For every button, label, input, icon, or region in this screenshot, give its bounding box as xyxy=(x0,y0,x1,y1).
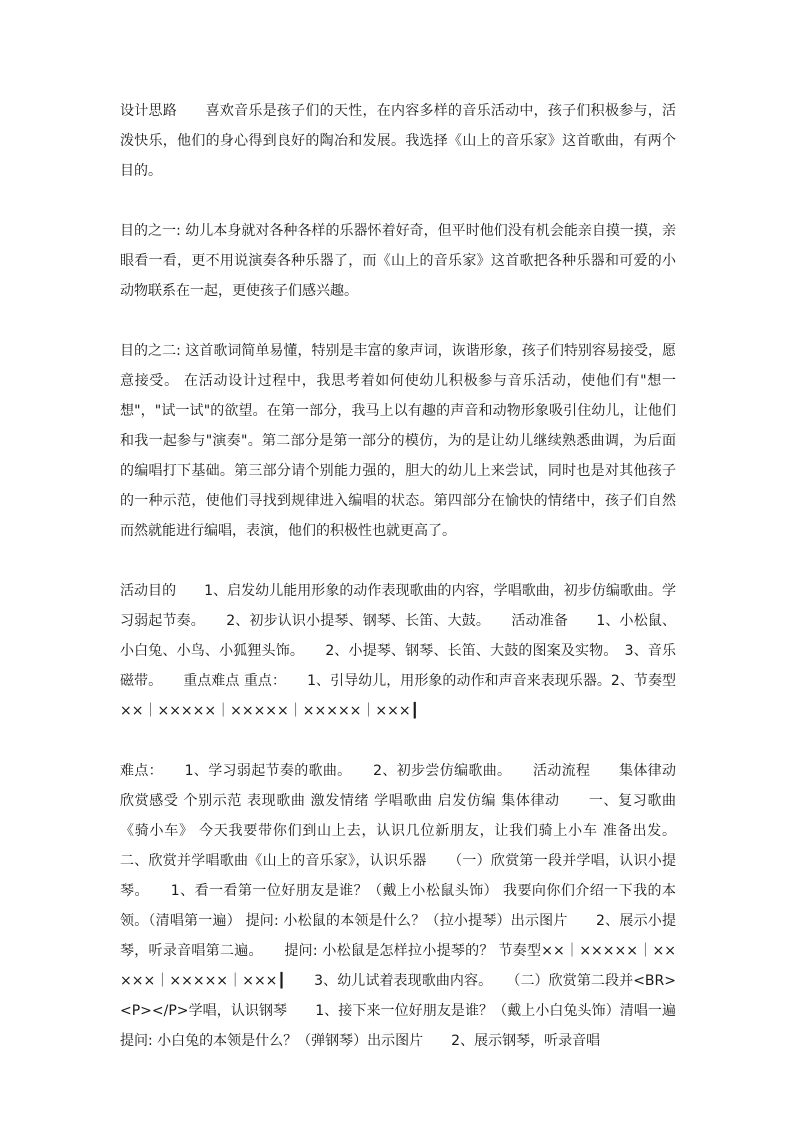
paragraph-design-idea: 设计思路 喜欢音乐是孩子们的天性，在内容多样的音乐活动中，孩子们积极参与，活泼快乐，他们的身心得到良好的陶冶和发展。我选择《山上的音乐家》这首歌曲，有两个目的。 xyxy=(120,103,676,179)
paragraph-gap xyxy=(120,546,676,576)
paragraph-purpose-one: 目的之一: 幼儿本身就对各种各样的乐器怀着好奇，但平时他们没有机会能亲自摸一摸，亲眼看一看，更不用说演奏各种乐器了，而《山上的音乐家》这首歌把各种乐器和可爱的小动物联系在一起，更使孩子们感兴趣。 xyxy=(120,223,676,299)
paragraph-gap xyxy=(120,306,676,336)
paragraph-purpose-two: 目的之二: 这首歌词简单易懂，特别是丰富的象声词，诙谐形象，孩子们特别容易接受，愿意接受。 在活动设计过程中，我思考着如何使幼儿积极参与音乐活动，使他们有"想一想"，"试一试"的欲望。在第一部分，我马上以有趣的声音和动物形象吸引住幼儿，让他们和我一起参与"演奏"。第二部分是第一部分的模仿，为的是让幼儿继续熟悉曲调，为后面的编唱打下基础。第三部分请个别能力强的，胆大的幼儿上来尝试，同时也是对其他孩子的一种示范，使他们寻找到规律进入编唱的状态。第四部分在愉快的情绪中，孩子们自然而然就能进行编唱，表演，他们的积极性也就更高了。 xyxy=(120,343,676,539)
document-body xyxy=(120,96,681,1056)
paragraph-difficulties-flow: 难点： 1、学习弱起节奏的歌曲。 2、初步尝仿编歌曲。 活动流程 集体律动 欣赏感受 个别示范 表现歌曲 激发情绪 学唱歌曲 启发仿编 集体律动 一、复习歌曲《骑小车》 今天我要带你们到山上去，认识几位新朋友，让我们骑上小车 准备出发。 二、欣赏并学唱歌曲《山上的音乐家》，认识乐器 （一）欣赏第一段并学唱，认识小提琴。 1、看一看第一位好朋友是谁？（戴上小松鼠头饰） 我要向你们介绍一下我的本领。（清唱第一遍） 提问: 小松鼠的本领是什么？（拉小提琴）出示图片 2、展示小提琴，听录音唱第二遍。 提问: 小松鼠是怎样拉小提琴的？ 节奏型××｜×××××｜×××××｜×××××｜×××┃ 3、幼儿试着表现歌曲内容。 （二）欣赏第二段并<BR><P></P>学唱，认识钢琴 1、接下来一位好朋友是谁？（戴上小白兔头饰）清唱一遍 提问: 小白兔的本领是什么？（弹钢琴）出示图片 2、展示钢琴，听录音唱 xyxy=(120,763,681,1049)
paragraph-gap xyxy=(120,186,676,216)
paragraph-activity-goals: 活动目的 1、启发幼儿能用形象的动作表现歌曲的内容，学唱歌曲，初步仿编歌曲。学习弱起节奏。 2、初步认识小提琴、钢琴、长笛、大鼓。 活动准备 1、小松鼠、小白兔、小鸟、小狐狸头饰。 2、小提琴、钢琴、长笛、大鼓的图案及实物。 3、音乐磁带。 重点难点 重点： 1、引导幼儿，用形象的动作和声音来表现乐器。2、节奏型××｜×××××｜×××××｜×××××｜×××┃ xyxy=(120,583,676,719)
paragraph-gap xyxy=(120,726,676,756)
